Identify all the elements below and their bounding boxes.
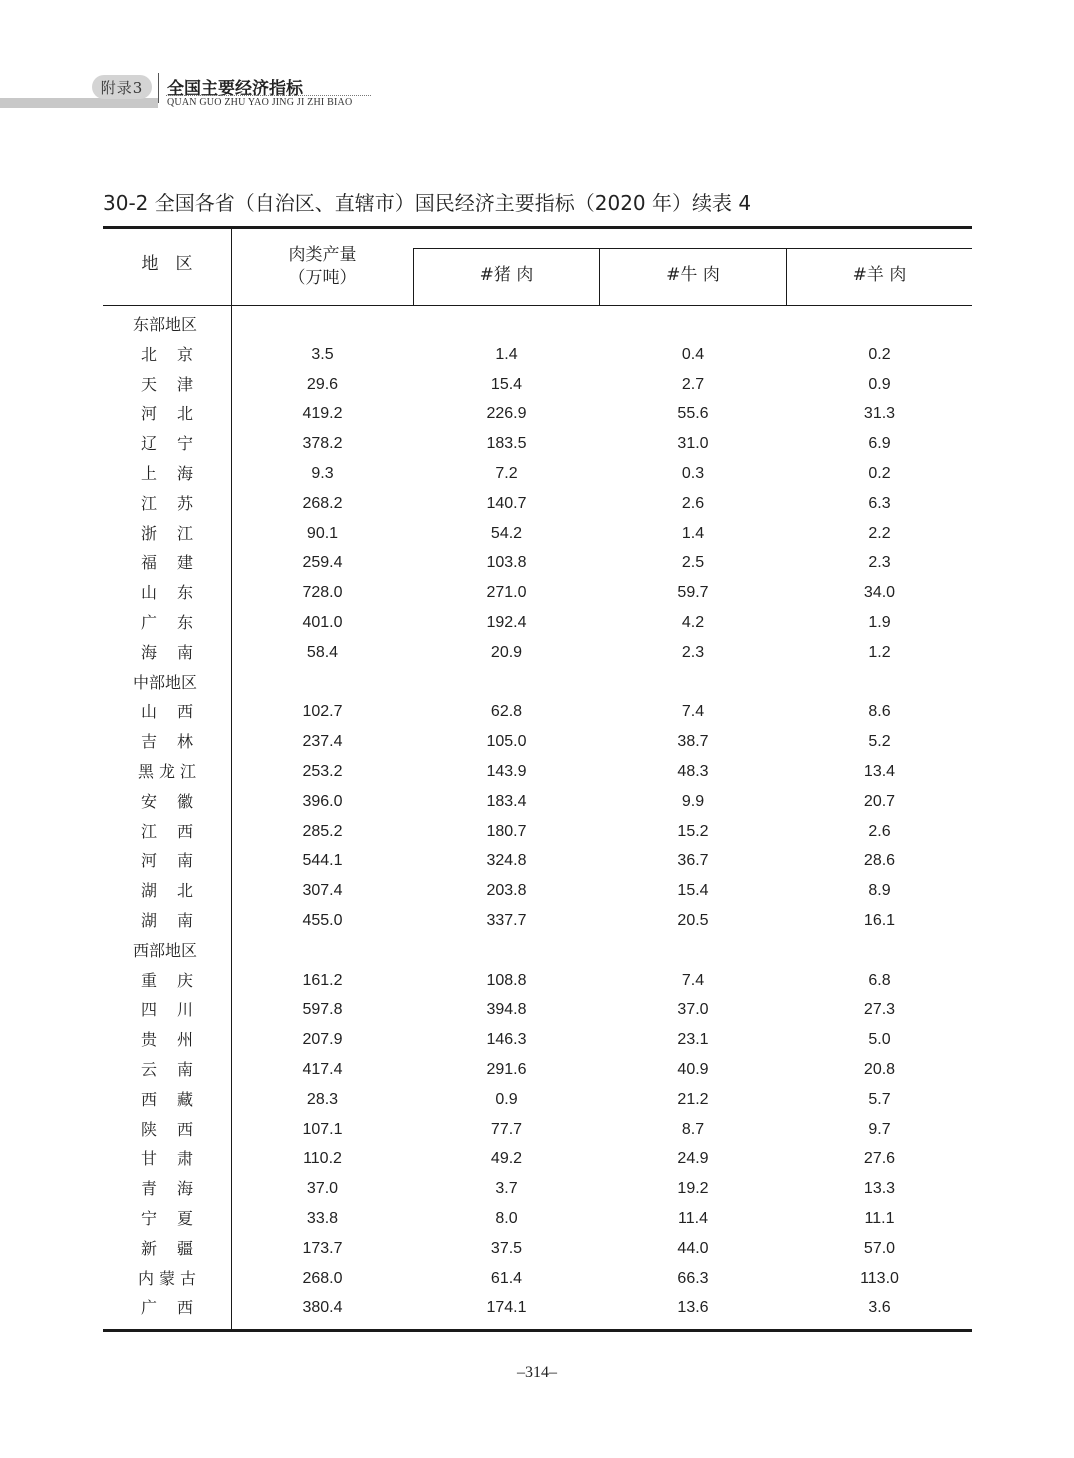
cell-beef: 38.7 [677, 733, 709, 751]
cell-meat: 33.8 [306, 1210, 339, 1227]
row-region: 甘肃 [141, 1149, 193, 1169]
row-region: 北京 [141, 344, 193, 364]
cell-meat: 544.1 [302, 852, 343, 870]
cell-pork: 7.2 [495, 465, 518, 482]
cell-pork: 146.3 [486, 1031, 527, 1049]
cell-mutton: 8.9 [868, 882, 891, 900]
col-header-meat-unit: （万吨） [288, 268, 357, 288]
cell-mutton: 2.6 [868, 822, 891, 840]
cell-beef: 21.2 [677, 1090, 709, 1108]
cell-mutton: 0.9 [868, 375, 891, 393]
row-region: 湖南 [141, 911, 193, 930]
cell-mutton: 31.3 [863, 405, 896, 423]
cell-mutton: 8.6 [868, 703, 891, 721]
cell-beef: 59.7 [677, 584, 709, 602]
row-region: 安徽 [141, 791, 193, 811]
cell-mutton: 0.2 [868, 345, 891, 363]
cell-beef: 55.6 [677, 405, 709, 423]
cell-mutton: 6.8 [868, 971, 891, 989]
row-region: 四川 [141, 1000, 193, 1020]
cell-beef: 13.6 [677, 1299, 709, 1317]
cell-pork: 3.7 [495, 1180, 518, 1198]
row-region: 内蒙古 [138, 1268, 196, 1288]
cell-pork: 15.4 [490, 375, 523, 393]
cell-meat: 90.1 [306, 524, 339, 542]
cell-meat: 268.0 [302, 1269, 343, 1287]
cell-mutton: 2.2 [868, 524, 891, 542]
cell-meat: 28.3 [306, 1090, 339, 1108]
cell-mutton: 5.7 [868, 1090, 891, 1108]
cell-beef: 40.9 [677, 1061, 709, 1078]
cell-beef: 9.9 [681, 792, 705, 810]
cell-pork: 394.8 [486, 1001, 527, 1019]
row-region: 广西 [141, 1298, 193, 1318]
cell-beef: 1.4 [681, 524, 705, 542]
cell-pork: 77.7 [490, 1120, 523, 1138]
cell-mutton: 1.2 [868, 643, 891, 661]
cell-beef: 44.0 [677, 1239, 709, 1257]
cell-pork: 49.2 [490, 1150, 523, 1168]
cell-pork: 324.8 [486, 852, 527, 870]
cell-beef: 36.7 [677, 852, 709, 870]
table-title: 30-2 全国各省（自治区、直辖市）国民经济主要指标（2020 年）续表 4 [103, 191, 752, 215]
cell-beef: 24.9 [677, 1150, 709, 1168]
cell-meat: 37.0 [306, 1180, 339, 1198]
cell-meat: 253.2 [302, 763, 343, 780]
row-region: 新疆 [141, 1238, 193, 1258]
cell-meat: 268.2 [302, 494, 343, 512]
cell-pork: 20.9 [490, 643, 523, 661]
cell-mutton: 6.9 [868, 435, 891, 453]
row-region: 江西 [141, 821, 193, 841]
cell-pork: 62.8 [490, 703, 523, 721]
cell-pork: 37.5 [490, 1239, 523, 1257]
cell-meat: 102.7 [302, 703, 343, 721]
cell-mutton: 2.3 [868, 554, 891, 572]
row-region: 辽宁 [141, 434, 193, 454]
row-region: 浙江 [141, 523, 193, 543]
cell-meat: 307.4 [302, 882, 343, 900]
row-region: 海南 [141, 642, 193, 662]
cell-pork: 8.0 [495, 1210, 518, 1227]
row-region: 河北 [141, 404, 193, 424]
cell-beef: 66.3 [677, 1269, 709, 1287]
cell-beef: 23.1 [677, 1031, 709, 1049]
col-header-meat: 肉类产量 [288, 245, 357, 265]
row-region: 陕西 [141, 1119, 193, 1139]
header-gray-bar [0, 98, 158, 108]
col-header-beef: #牛 肉 [666, 265, 720, 285]
cell-mutton: 5.2 [868, 733, 891, 751]
cell-mutton: 20.8 [863, 1061, 896, 1078]
cell-mutton: 16.1 [863, 912, 896, 929]
cell-mutton: 27.3 [863, 1001, 896, 1019]
row-region: 山东 [141, 583, 193, 603]
cell-beef: 15.2 [677, 822, 709, 840]
table-bottom-rule [103, 1329, 972, 1332]
header-sub-rule [413, 248, 972, 249]
cell-mutton: 113.0 [860, 1269, 899, 1287]
row-region: 湖北 [141, 881, 193, 901]
cell-meat: 237.4 [302, 733, 343, 751]
cell-mutton: 0.2 [868, 465, 891, 482]
cell-pork: 103.8 [486, 554, 527, 572]
cell-pork: 291.6 [486, 1061, 527, 1078]
row-region: 贵州 [141, 1030, 193, 1050]
cell-mutton: 6.3 [868, 494, 891, 512]
cell-beef: 19.2 [677, 1180, 709, 1198]
cell-pork: 183.5 [486, 435, 527, 453]
cell-pork: 108.8 [486, 971, 527, 989]
cell-beef: 2.3 [681, 643, 705, 661]
row-region: 青海 [141, 1179, 193, 1199]
cell-pork: 337.7 [486, 912, 527, 929]
cell-mutton: 1.9 [868, 614, 891, 631]
cell-mutton: 5.0 [868, 1031, 891, 1049]
row-region: 河南 [141, 851, 193, 871]
cell-pork: 183.4 [486, 792, 527, 810]
row-region: 山西 [141, 702, 193, 722]
cell-beef: 8.7 [681, 1120, 705, 1138]
cell-pork: 271.0 [486, 584, 527, 602]
row-region: 福建 [141, 553, 193, 573]
table-top-rule [103, 226, 972, 229]
header-divider [158, 73, 159, 103]
cell-meat: 728.0 [302, 584, 343, 602]
cell-meat: 259.4 [302, 554, 343, 572]
cell-beef: 2.6 [681, 494, 705, 512]
row-region: 上海 [141, 464, 193, 483]
cell-pork: 1.4 [495, 345, 518, 363]
row-region: 江苏 [141, 493, 193, 513]
cell-meat: 419.2 [302, 405, 343, 423]
cell-mutton: 9.7 [868, 1120, 891, 1138]
cell-pork: 143.9 [486, 763, 527, 780]
cell-meat: 396.0 [302, 792, 343, 810]
cell-mutton: 13.4 [863, 763, 896, 780]
row-region: 西藏 [141, 1089, 193, 1109]
cell-mutton: 34.0 [863, 584, 896, 602]
cell-meat: 29.6 [306, 375, 339, 393]
row-region: 云南 [141, 1060, 193, 1079]
cell-meat: 207.9 [302, 1031, 343, 1049]
cell-mutton: 28.6 [863, 852, 896, 870]
group-heading: 中部地区 [133, 672, 198, 692]
cell-meat: 110.2 [303, 1150, 342, 1168]
cell-beef: 2.5 [681, 554, 705, 572]
cell-mutton: 27.6 [863, 1150, 896, 1168]
appendix-badge: 附录3 [92, 75, 152, 99]
cell-beef: 31.0 [677, 435, 709, 453]
header-bottom-rule [103, 305, 972, 306]
cell-pork: 203.8 [486, 882, 527, 900]
cell-pork: 54.2 [490, 524, 523, 542]
cell-beef: 0.4 [681, 345, 705, 363]
cell-beef: 4.2 [681, 614, 705, 631]
cell-meat: 455.0 [302, 912, 343, 929]
col-header-pork: #猪 肉 [479, 265, 534, 285]
cell-beef: 2.7 [681, 375, 705, 393]
col-header-region: 地 区 [141, 254, 193, 274]
cell-meat: 173.7 [302, 1239, 343, 1257]
row-region: 广东 [141, 613, 193, 632]
cell-pork: 0.9 [495, 1090, 518, 1108]
page-number: –314– [517, 1364, 557, 1381]
cell-meat: 161.2 [302, 971, 343, 989]
cell-beef: 11.4 [678, 1210, 708, 1227]
row-region: 天津 [141, 374, 193, 394]
cell-mutton: 11.1 [864, 1210, 895, 1227]
cell-beef: 7.4 [681, 971, 705, 989]
row-region: 重庆 [141, 970, 193, 990]
cell-mutton: 57.0 [863, 1239, 896, 1257]
header-subtitle: QUAN GUO ZHU YAO JING JI ZHI BIAO [167, 97, 353, 108]
cell-pork: 226.9 [486, 405, 527, 423]
cell-meat: 9.3 [311, 465, 334, 482]
cell-beef: 15.4 [677, 882, 709, 900]
group-heading: 西部地区 [133, 940, 198, 960]
cell-pork: 180.7 [486, 822, 527, 840]
row-region: 宁夏 [141, 1209, 193, 1228]
cell-meat: 417.4 [302, 1061, 343, 1078]
cell-meat: 378.2 [302, 435, 343, 453]
cell-mutton: 20.7 [863, 792, 896, 810]
cell-beef: 20.5 [677, 912, 709, 929]
header-title: 全国主要经济指标 [167, 79, 303, 99]
cell-meat: 597.8 [302, 1001, 343, 1019]
cell-meat: 58.4 [306, 643, 339, 661]
col-header-mutton: #羊 肉 [852, 265, 907, 285]
row-region: 吉林 [141, 732, 193, 752]
cell-beef: 0.3 [681, 465, 705, 482]
group-heading: 东部地区 [133, 315, 198, 334]
cell-meat: 380.4 [302, 1299, 343, 1317]
cell-beef: 37.0 [677, 1001, 709, 1019]
cell-mutton: 13.3 [863, 1180, 896, 1198]
cell-meat: 3.5 [311, 345, 334, 363]
cell-mutton: 3.6 [868, 1299, 891, 1317]
cell-pork: 192.4 [486, 614, 527, 631]
cell-pork: 140.7 [486, 494, 527, 512]
cell-pork: 61.4 [490, 1269, 523, 1287]
row-region: 黑龙江 [138, 762, 196, 781]
cell-meat: 285.2 [302, 822, 343, 840]
cell-beef: 7.4 [681, 703, 705, 721]
header-dotted-rule [166, 95, 371, 96]
cell-beef: 48.3 [677, 763, 709, 780]
cell-meat: 401.0 [302, 614, 343, 631]
cell-pork: 105.0 [486, 733, 527, 751]
cell-meat: 107.1 [302, 1120, 343, 1138]
cell-pork: 174.1 [486, 1299, 527, 1317]
